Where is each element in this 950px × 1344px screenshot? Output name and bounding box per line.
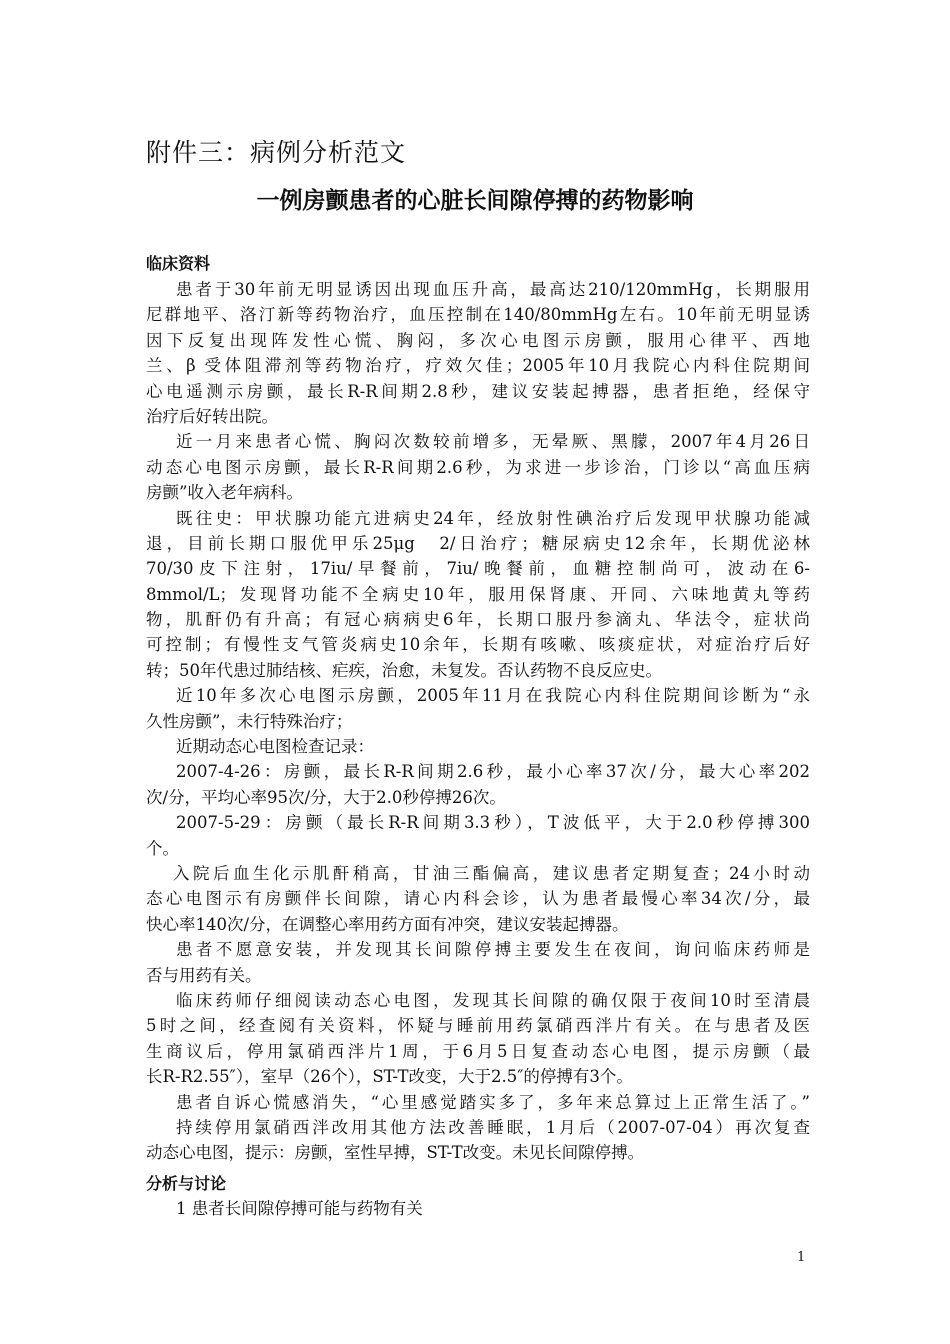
text-line: 入院后血生化示肌酐稍高，甘油三酯偏高，建议患者定期复查；24小时动 — [173, 863, 810, 883]
clinical-data-body — [146, 277, 810, 1166]
text-line: 动态心电图示房颤，最长R-R间期2.6秒，为求进一步诊治，门诊以“高血压病 — [146, 457, 810, 477]
text-line: 物，肌酐仍有升高；有冠心病病史6年，长期口服丹参滴丸、华法令，症状尚 — [146, 610, 810, 630]
text-line: 患者不愿意安装，并发现其长间隙停搏主要发生在夜间，询问临床药师是 — [176, 940, 810, 960]
text-line: 临床药师仔细阅读动态心电图，发现其长间隙的确仅限于夜间10时至清晨 — [176, 990, 810, 1010]
text-line: 治疗后好转出院。 — [146, 406, 278, 426]
text-line: 近一月来患者心慌、胸闷次数较前增多，无晕厥、黑朦，2007年4月26日 — [176, 432, 810, 452]
text-line: 次/分，平均心率95次/分，大于2.0秒停搏26次。 — [146, 787, 506, 807]
text-line: 2007-4-26：房颤，最长R-R间期2.6秒，最小心率37次/分，最大心率202 — [176, 762, 810, 782]
text-line: 5时之间，经查阅有关资料，怀疑与睡前用药氯硝西泮片有关。在与患者及医 — [146, 1016, 810, 1036]
text-line: 尼群地平、洛汀新等药物治疗，血压控制在140/80mmHg左右。10年前无明显诱 — [146, 305, 810, 325]
text-line: 退，目前长期口服优甲乐25μg 2/日治疗；糖尿病史12余年，长期优泌林 — [146, 533, 810, 553]
text-line: 8mmol/L；发现肾功能不全病史10年，服用保肾康、开同、六味地黄丸等药 — [146, 584, 810, 604]
text-line: 患者自诉心慌感消失，“心里感觉踏实多了，多年来总算过上正常生活了。” — [176, 1092, 810, 1112]
text-line: 长R-R2.55″），室早（26个），ST-T改变，大于2.5″的停搏有3个。 — [146, 1067, 633, 1087]
text-line: 患者于30年前无明显诱因出现血压升高，最高达210/120mmHg，长期服用 — [176, 280, 810, 299]
text-line: 因下反复出现阵发性心慌、胸闷，多次心电图示房颤，服用心律平、西地 — [146, 330, 810, 350]
text-line: 近期动态心电图检查记录： — [176, 737, 374, 757]
text-line: 兰、β 受体阻滞剂等药物治疗，疗效欠佳；2005年10月我院心内科住院期间 — [146, 356, 810, 376]
section-heading-clinical-data: 临床资料 — [146, 254, 211, 273]
text-line: 近10年多次心电图示房颤，2005年11月在我院心内科住院期间诊断为“永 — [176, 686, 810, 706]
page-number: 1 — [797, 1250, 806, 1265]
document-title: 一例房颤患者的心脏长间隙停搏的药物影响 — [256, 188, 694, 214]
text-line: 转；50年代患过肺结核、疟疾，治愈，未复发。否认药物不良反应史。 — [146, 660, 662, 680]
text-line: 动态心电图，提示：房颤，室性早搏，ST-T改变。未见长间隙停搏。 — [146, 1143, 645, 1163]
text-line: 2007-5-29：房颤（最长R-R间期3.3秒），T波低平，大于2.0秒停搏300 — [176, 813, 810, 833]
analysis-item-1: 1 患者长间隙停搏可能与药物有关 — [176, 1199, 423, 1218]
text-line: 生商议后，停用氯硝西泮片1周，于6月5日复查动态心电图，提示房颤（最 — [146, 1041, 810, 1061]
attachment-label: 附件三：病例分析范文 — [146, 138, 407, 167]
section-heading-analysis: 分析与讨论 — [146, 1174, 227, 1193]
text-line: 可控制；有慢性支气管炎病史10余年，长期有咳嗽、咳痰症状，对症治疗后好 — [146, 635, 810, 655]
text-line: 房颤”收入老年病科。 — [146, 483, 303, 503]
text-line: 70/30皮下注射，17iu/早餐前，7iu/晚餐前，血糖控制尚可，波动在6- — [146, 559, 810, 579]
text-line: 久性房颤”，未行特殊治疗； — [146, 711, 353, 731]
text-line: 持续停用氯硝西泮改用其他方法改善睡眠，1月后（2007-07-04）再次复查 — [176, 1117, 810, 1137]
text-line: 否与用药有关。 — [146, 965, 262, 985]
text-line: 态心电图示有房颤伴长间隙，请心内科会诊，认为患者最慢心率34次/分，最 — [146, 889, 810, 909]
text-line: 快心率140次/分，在调整心率用药方面有冲突，建议安装起搏器。 — [146, 914, 629, 934]
text-line: 个。 — [146, 838, 179, 858]
text-line: 既往史：甲状腺功能亢进病史24年，经放射性碘治疗后发现甲状腺功能减 — [176, 508, 810, 528]
text-line: 心电遥测示房颤，最长R-R间期2.8秒，建议安装起搏器，患者拒绝，经保守 — [146, 381, 810, 401]
